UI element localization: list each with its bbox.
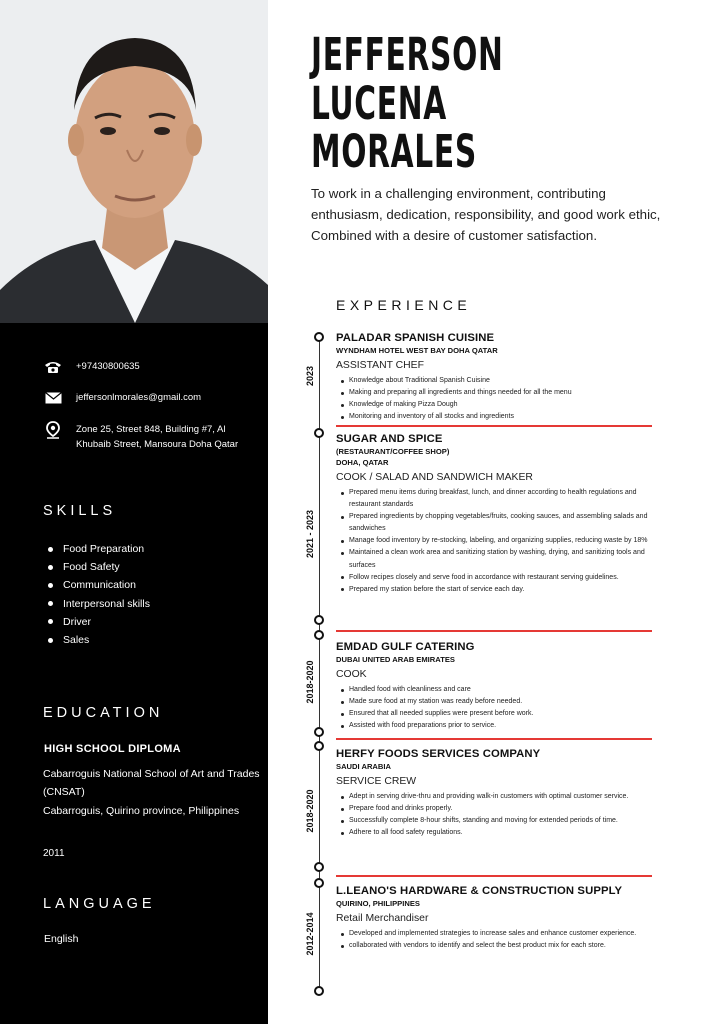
skill-item: Interpersonal skills: [48, 595, 150, 613]
job-bullets: [336, 684, 656, 732]
profile-photo: [0, 0, 268, 323]
section-divider: [336, 425, 652, 427]
skill-item: Driver: [48, 613, 150, 631]
job-bullet: Prepared my station before the start of service each day.: [336, 584, 656, 596]
bullet-icon: [48, 619, 53, 624]
email-icon: [44, 390, 62, 406]
language-item: English: [44, 933, 79, 945]
job-company: L.LEANO'S HARDWARE & CONSTRUCTION SUPPLY: [336, 885, 623, 897]
job-bullet: Developed and implemented strategies to increase sales and enhance customer experience.: [336, 928, 656, 940]
job-years: 2018-2020: [305, 789, 315, 833]
skills-list: [48, 540, 150, 649]
timeline-node: [314, 878, 324, 888]
skill-item: Sales: [48, 631, 150, 649]
skill-item: Communication: [48, 576, 150, 594]
job-location: QUIRINO, PHILIPPINES: [336, 899, 420, 908]
job-bullet: Making and preparing all ingredients and things needed for all the menu: [336, 387, 656, 399]
job-bullet: Monitoring and inventory of all stocks and ingredients: [336, 411, 656, 423]
job-bullet: Ensured that all needed supplies were present before work.: [336, 708, 656, 720]
job-company: PALADAR SPANISH CUISINE: [336, 332, 495, 344]
phone-number: +97430800635: [76, 361, 140, 372]
job-role: COOK / SALAD AND SANDWICH MAKER: [336, 472, 533, 483]
job-bullet: Assisted with food preparations prior to service.: [336, 720, 656, 732]
education-year: 2011: [43, 848, 65, 859]
job-bullet: Adhere to all food safety regulations.: [336, 827, 656, 839]
job-company: HERFY FOODS SERVICES COMPANY: [336, 748, 541, 760]
job-entry: [336, 640, 656, 732]
job-location: WYNDHAM HOTEL WEST BAY DOHA QATAR: [336, 346, 498, 355]
job-company: SUGAR AND SPICE: [336, 433, 443, 445]
experience-heading: EXPERIENCE: [336, 297, 472, 313]
skill-item: Food Preparation: [48, 540, 150, 558]
contact-phone: [44, 359, 254, 375]
bullet-icon: [48, 638, 53, 643]
job-role: SERVICE CREW: [336, 776, 417, 787]
bullet-icon: [48, 601, 53, 606]
job-bullet: Maintained a clean work area and sanitizing station by washing, drying, and sanitizing tools and surfaces: [336, 547, 656, 571]
job-bullet: Successfully complete 8-hour shifts, standing and moving for extended periods of time.: [336, 815, 656, 827]
bullet-icon: [48, 565, 53, 570]
timeline-node: [314, 727, 324, 737]
job-bullet: Handled food with cleanliness and care: [336, 684, 656, 696]
job-years: 2018-2020: [305, 660, 315, 704]
education-degree: HIGH SCHOOL DIPLOMA: [44, 743, 181, 755]
phone-icon: [44, 359, 62, 375]
education-school: Cabarroguis National School of Art and Trades (CNSAT): [43, 768, 260, 798]
job-role: ASSISTANT CHEF: [336, 360, 424, 371]
contact-address: [44, 422, 254, 452]
job-location: (RESTAURANT/COFFEE SHOP): [336, 447, 450, 456]
sidebar: [0, 323, 268, 1024]
job-bullet: Prepared menu items during breakfast, lunch, and dinner according to health regulations and restaurant standards: [336, 487, 656, 511]
timeline-node: [314, 741, 324, 751]
job-bullets: [336, 375, 656, 423]
name-first: JEFFERSON: [311, 28, 504, 81]
section-divider: [336, 738, 652, 740]
job-location: DUBAI UNITED ARAB EMIRATES: [336, 655, 455, 664]
job-years: 2021 - 2023: [305, 509, 315, 559]
job-company: EMDAD GULF CATERING: [336, 641, 475, 653]
name-middle: LUCENA: [311, 77, 447, 130]
job-bullets: [336, 928, 656, 952]
job-bullet: Adept in serving drive-thru and providing walk-in customers with optimal customer service.: [336, 791, 656, 803]
job-bullet: Follow recipes closely and serve food in accordance with restaurant serving guidelines.: [336, 572, 656, 584]
job-location-city: DOHA, QATAR: [336, 458, 389, 467]
job-years: 2023: [305, 365, 315, 387]
location-pin-icon: [44, 422, 62, 438]
job-bullet: Prepare food and drinks properly.: [336, 803, 656, 815]
job-years: 2012-2014: [305, 912, 315, 956]
education-heading: EDUCATION: [43, 705, 164, 721]
job-role: COOK: [336, 669, 367, 680]
timeline-node: [314, 630, 324, 640]
job-role: Retail Merchandiser: [336, 913, 429, 924]
contact-email: [44, 390, 254, 406]
timeline-node: [314, 986, 324, 996]
timeline-node: [314, 428, 324, 438]
bullet-icon: [48, 583, 53, 588]
job-location: SAUDI ARABIA: [336, 762, 391, 771]
job-bullet: Knowledge of making Pizza Dough: [336, 399, 656, 411]
job-bullet: Knowledge about Traditional Spanish Cuisine: [336, 375, 656, 387]
job-bullets: [336, 791, 656, 839]
job-bullet: Made sure food at my station was ready before needed.: [336, 696, 656, 708]
education-location: Cabarroguis, Quirino province, Philippines: [43, 805, 240, 817]
name-last: MORALES: [311, 125, 477, 178]
email-address: jeffersonlmorales@gmail.com: [76, 392, 202, 403]
skills-heading: SKILLS: [43, 503, 117, 519]
job-bullet: Prepared ingredients by chopping vegetables/fruits, cooking sauces, and assembling salads and sandwiches: [336, 511, 656, 535]
portrait-image: [0, 0, 268, 323]
job-bullet: collaborated with vendors to identify and select the best product mix for each store.: [336, 940, 656, 952]
section-divider: [336, 875, 652, 877]
job-entry: [336, 884, 656, 952]
section-divider: [336, 630, 652, 632]
bullet-icon: [48, 547, 53, 552]
skill-item: Food Safety: [48, 558, 150, 576]
language-heading: LANGUAGE: [43, 896, 156, 912]
job-bullets: [336, 487, 656, 596]
job-entry: [336, 747, 656, 839]
address-text: Zone 25, Street 848, Building #7, Al Khubaib Street, Mansoura Doha Qatar: [76, 424, 239, 450]
timeline-node: [314, 862, 324, 872]
objective-text: To work in a challenging environment, contributing enthusiasm, dedication, responsibility, and good work ethic, Combined with a desire of customer satisfaction.: [311, 186, 661, 243]
job-entry: [336, 331, 656, 423]
timeline-node: [314, 615, 324, 625]
job-bullet: Manage food inventory by re-stocking, labeling, and organizing supplies, reducing waste by 18%: [336, 535, 656, 547]
timeline-node: [314, 332, 324, 342]
job-entry: [336, 432, 656, 596]
